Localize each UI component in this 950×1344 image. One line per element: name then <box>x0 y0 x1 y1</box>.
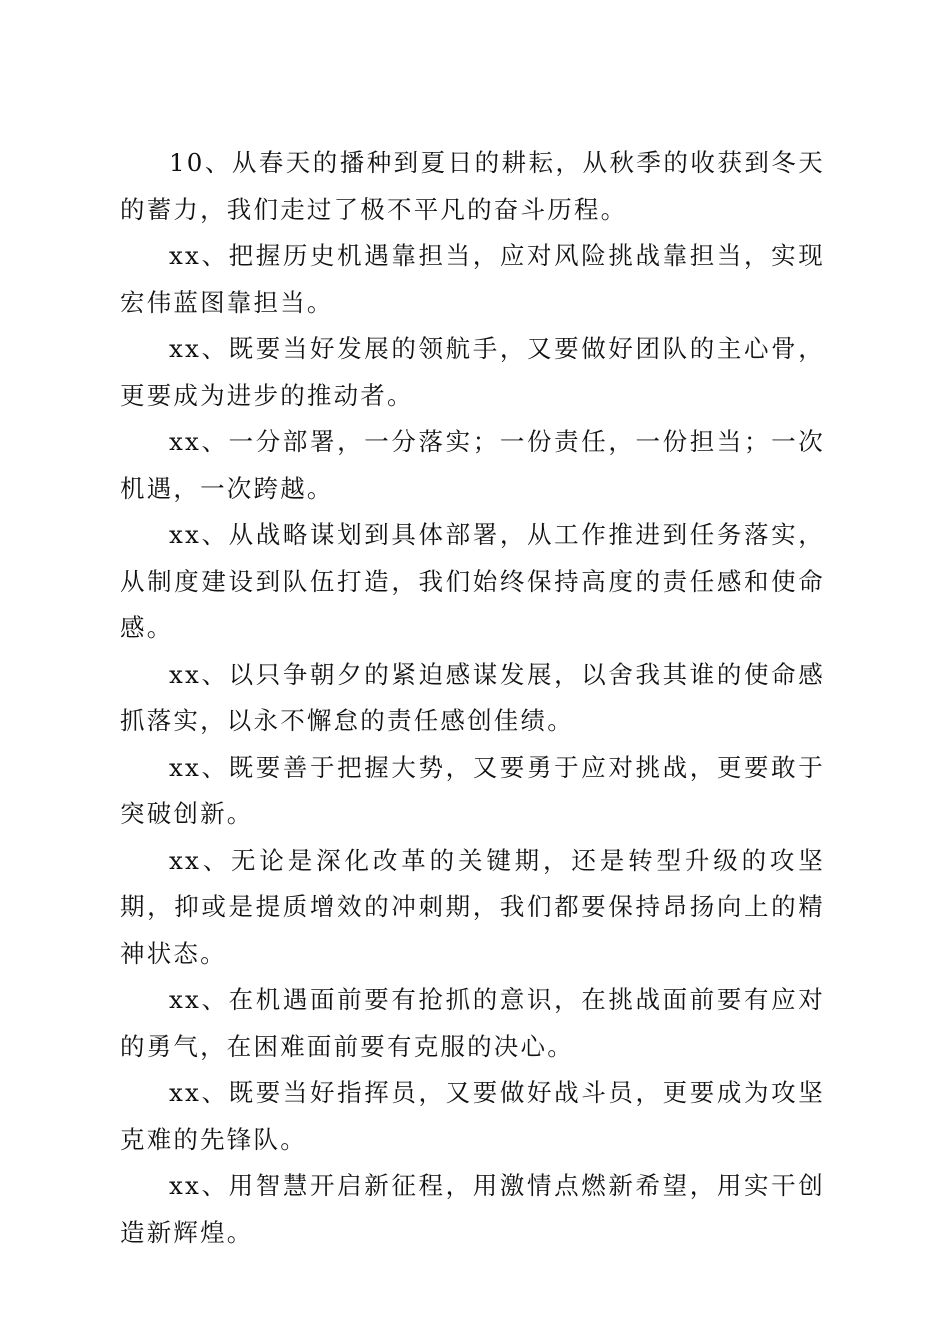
paragraph-7: xx、既要善于把握大势，又要勇于应对挑战，更要敢于突破创新。 <box>120 752 825 828</box>
document-body <box>120 140 825 1256</box>
paragraph-3: xx、既要当好发展的领航手，又要做好团队的主心骨，更要成为进步的推动者。 <box>120 334 825 410</box>
paragraph-9: xx、在机遇面前要有抢抓的意识，在挑战面前要有应对的勇气，在困难面前要有克服的决心。 <box>120 985 825 1061</box>
paragraph-10: xx、既要当好指挥员，又要做好战斗员，更要成为攻坚克难的先锋队。 <box>120 1078 825 1154</box>
paragraph-11: xx、用智慧开启新征程，用激情点燃新希望，用实干创造新辉煌。 <box>120 1171 825 1247</box>
paragraph-1: 10、从春天的播种到夏日的耕耘，从秋季的收获到冬天的蓄力，我们走过了极不平凡的奋斗历程。 <box>120 148 825 224</box>
paragraph-4: xx、一分部署，一分落实；一份责任，一份担当；一次机遇，一次跨越。 <box>120 427 825 503</box>
paragraph-8: xx、无论是深化改革的关键期，还是转型升级的攻坚期，抑或是提质增效的冲刺期，我们都要保持昂扬向上的精神状态。 <box>120 845 825 968</box>
paragraph-2: xx、把握历史机遇靠担当，应对风险挑战靠担当，实现宏伟蓝图靠担当。 <box>120 241 825 317</box>
paragraph-5: xx、从战略谋划到具体部署，从工作推进到任务落实，从制度建设到队伍打造，我们始终保持高度的责任感和使命感。 <box>120 520 825 642</box>
paragraph-6: xx、以只争朝夕的紧迫感谋发展，以舍我其谁的使命感抓落实，以永不懈怠的责任感创佳绩。 <box>120 659 825 735</box>
